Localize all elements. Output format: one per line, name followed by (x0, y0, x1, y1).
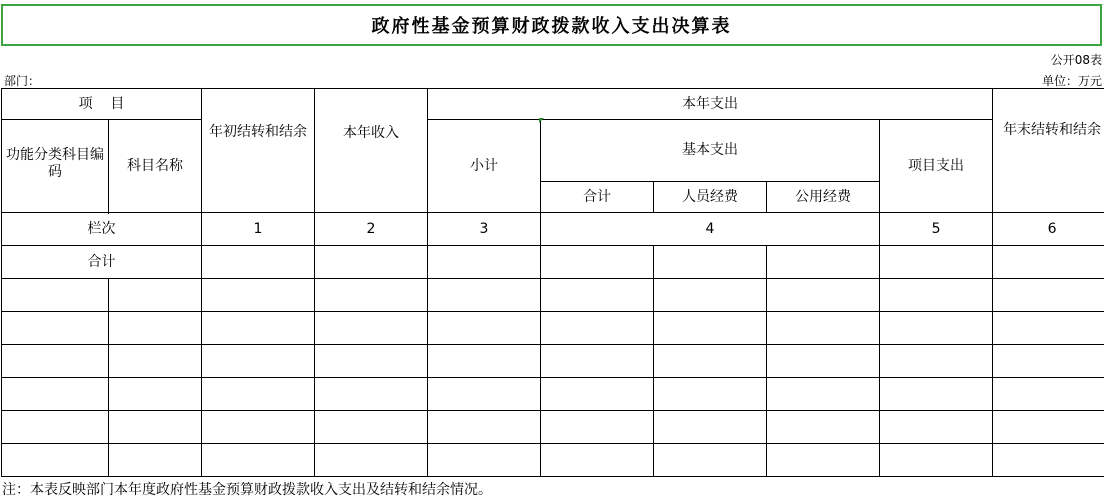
table-cell[interactable] (2, 378, 109, 411)
table-cell[interactable] (428, 279, 541, 312)
index-col-3[interactable]: 3 (428, 213, 541, 246)
header-project-expense[interactable]: 项目支出 (880, 120, 993, 213)
table-cell[interactable] (767, 444, 880, 477)
table-cell[interactable] (541, 279, 654, 312)
table-cell[interactable] (202, 312, 315, 345)
table-cell[interactable] (654, 312, 767, 345)
header-personnel[interactable]: 人员经费 (654, 182, 767, 213)
cell-comment-marker (539, 118, 544, 123)
table-cell[interactable] (880, 411, 993, 444)
header-income[interactable]: 本年收入 (315, 89, 428, 213)
table-cell[interactable] (315, 279, 428, 312)
table-cell[interactable] (202, 411, 315, 444)
header-end-balance[interactable]: 年末结转和结余 (993, 89, 1104, 213)
header-total[interactable]: 合计 (541, 182, 654, 213)
table-code: 公开08表 (1050, 53, 1102, 67)
table-cell[interactable] (541, 246, 654, 279)
table-cell[interactable] (2, 411, 109, 444)
table-cell[interactable] (654, 378, 767, 411)
unit-label: 单位：万元 (1041, 74, 1102, 88)
table-cell[interactable] (315, 345, 428, 378)
table-cell[interactable] (767, 246, 880, 279)
table-cell[interactable] (541, 378, 654, 411)
table-row (2, 279, 1104, 312)
table-cell[interactable] (993, 411, 1104, 444)
table-cell[interactable] (202, 345, 315, 378)
table-cell[interactable] (993, 444, 1104, 477)
table-cell[interactable] (109, 378, 202, 411)
table-cell[interactable] (202, 246, 315, 279)
table-cell[interactable] (880, 345, 993, 378)
table-cell[interactable] (767, 279, 880, 312)
table-cell[interactable] (880, 378, 993, 411)
table-cell[interactable] (993, 279, 1104, 312)
table-cell[interactable] (767, 411, 880, 444)
table-cell[interactable] (541, 411, 654, 444)
header-begin-balance[interactable]: 年初结转和结余 (202, 89, 315, 213)
index-col-2[interactable]: 2 (315, 213, 428, 246)
budget-table (1, 88, 1104, 477)
index-col-6[interactable]: 6 (993, 213, 1104, 246)
table-cell[interactable] (880, 279, 993, 312)
table-cell[interactable] (541, 444, 654, 477)
header-basic-expense[interactable]: 基本支出 (541, 120, 880, 182)
table-cell[interactable] (767, 345, 880, 378)
table-cell[interactable] (428, 444, 541, 477)
table-cell[interactable] (428, 312, 541, 345)
table-cell[interactable] (654, 246, 767, 279)
table-cell[interactable] (993, 246, 1104, 279)
header-public-use[interactable]: 公用经费 (767, 182, 880, 213)
header-item[interactable]: 项 目 (2, 89, 202, 120)
department-label: 部门： (4, 74, 41, 88)
table-cell[interactable] (109, 279, 202, 312)
table-cell[interactable] (993, 378, 1104, 411)
table-cell[interactable] (315, 312, 428, 345)
table-cell[interactable] (654, 279, 767, 312)
table-cell[interactable] (993, 312, 1104, 345)
table-cell[interactable] (428, 378, 541, 411)
header-expense[interactable]: 本年支出 (428, 89, 993, 120)
table-cell[interactable] (315, 444, 428, 477)
table-cell[interactable] (428, 246, 541, 279)
table-row (2, 312, 1104, 345)
table-cell[interactable] (202, 444, 315, 477)
table-cell[interactable] (109, 444, 202, 477)
table-row (2, 411, 1104, 444)
index-col-5[interactable]: 5 (880, 213, 993, 246)
table-cell[interactable] (654, 444, 767, 477)
table-cell[interactable] (2, 279, 109, 312)
table-cell[interactable] (109, 411, 202, 444)
table-row (2, 345, 1104, 378)
table-row (2, 378, 1104, 411)
table-cell[interactable] (541, 312, 654, 345)
table-cell[interactable] (880, 312, 993, 345)
table-cell[interactable] (880, 444, 993, 477)
index-row-label[interactable]: 栏次 (2, 213, 202, 246)
table-cell[interactable] (654, 411, 767, 444)
footnote: 注：本表反映部门本年度政府性基金预算财政拨款收入支出及结转和结余情况。 (2, 482, 492, 498)
title-cell[interactable] (1, 4, 1102, 46)
page-title: 政府性基金预算财政拨款收入支出决算表 (371, 16, 732, 37)
table-cell[interactable] (315, 378, 428, 411)
header-func-code[interactable]: 功能分类科目编码 (2, 120, 109, 213)
table-cell[interactable] (202, 279, 315, 312)
table-cell[interactable] (315, 246, 428, 279)
table-cell[interactable] (202, 378, 315, 411)
table-cell[interactable] (2, 345, 109, 378)
table-cell[interactable] (315, 411, 428, 444)
table-cell[interactable] (654, 345, 767, 378)
table-row (2, 444, 1104, 477)
table-cell[interactable] (109, 345, 202, 378)
table-cell[interactable] (541, 345, 654, 378)
table-cell[interactable] (767, 378, 880, 411)
table-cell[interactable] (880, 246, 993, 279)
header-subject-name[interactable]: 科目名称 (109, 120, 202, 213)
index-col-4[interactable]: 4 (541, 213, 880, 246)
table-cell[interactable] (109, 312, 202, 345)
header-subtotal[interactable]: 小计 (428, 120, 541, 213)
table-cell[interactable] (2, 444, 109, 477)
table-cell[interactable] (767, 312, 880, 345)
table-cell[interactable] (428, 345, 541, 378)
table-cell[interactable] (2, 312, 109, 345)
table-cell[interactable] (428, 411, 541, 444)
index-col-1[interactable]: 1 (202, 213, 315, 246)
table-cell[interactable] (993, 345, 1104, 378)
total-row-label[interactable]: 合计 (2, 246, 202, 279)
